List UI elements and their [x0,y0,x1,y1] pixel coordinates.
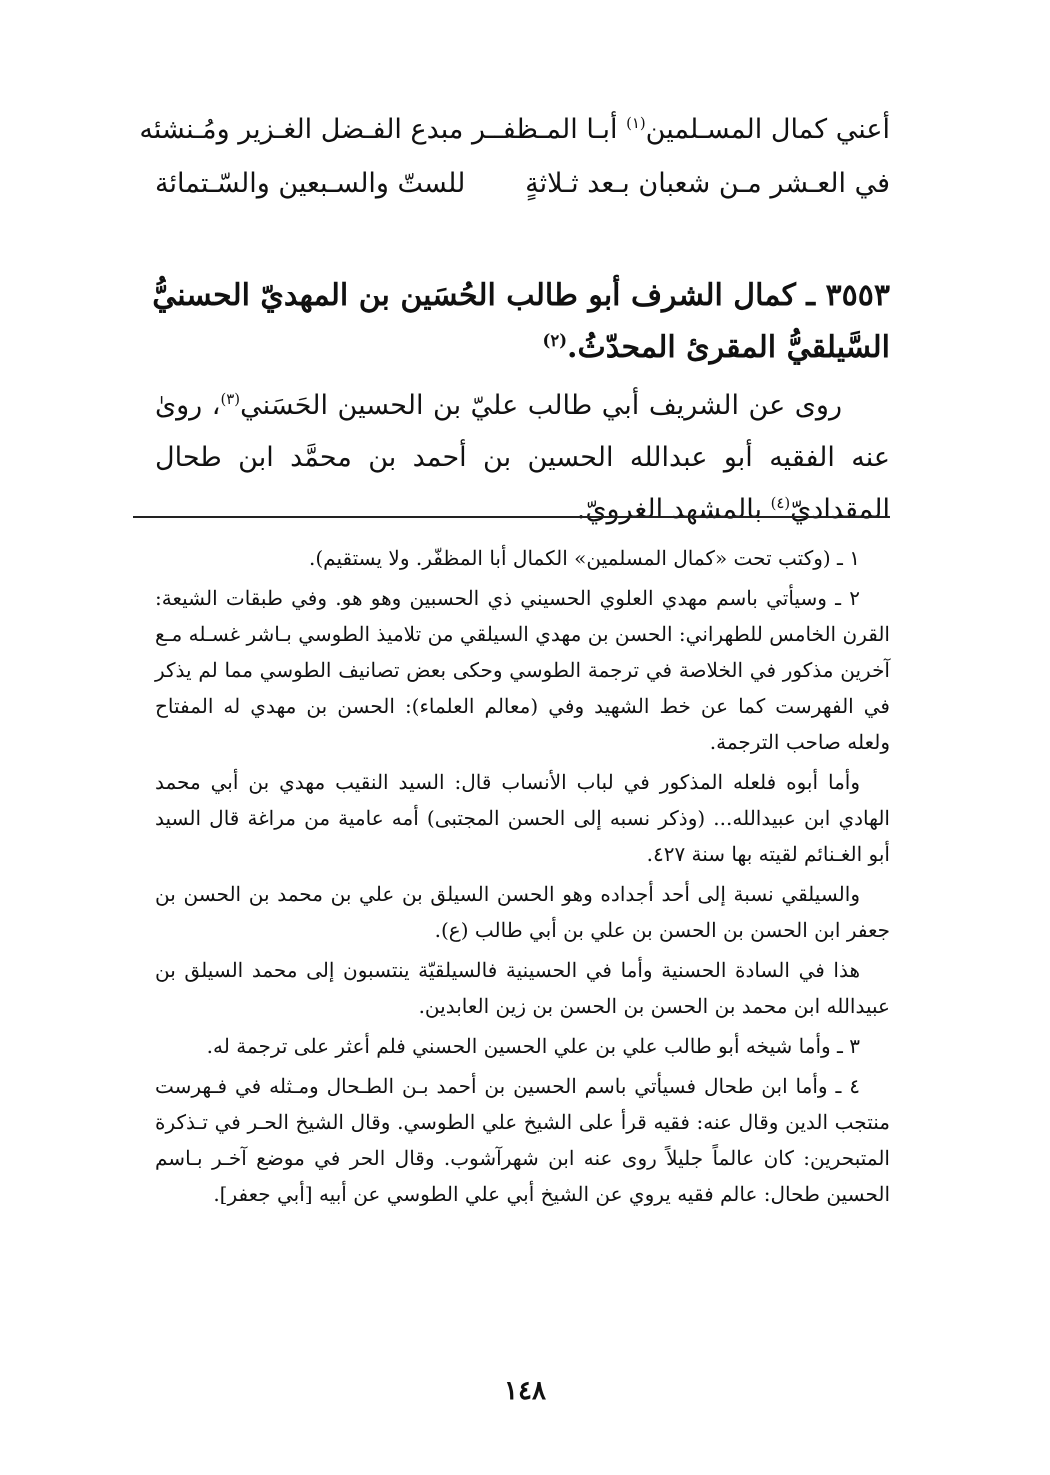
entry-body-text-a: روى عن الشريف أبي طالب عليّ بن الحسين الحَسَني [240,390,842,421]
footnote-3: ٣ ـ وأما شيخه أبو طالب علي بن علي الحسين الحسني فلم أعثر على ترجمة له. [206,1034,860,1058]
verse-1-text-b: أبـا المـظفـ [494,114,627,145]
footnote-marker-4: (٤) [770,494,791,512]
footnote-2-paragraph-2: وأما أبوه فلعله المذكور في لباب الأنساب قال: السيد النقيب مهدي بن أبي محمد الهادي ابن عبيدالله... (وذكر نسبه إلى الحسن المجتبى) أمه عامية من مراغة قال السيد أبو الغـنائم لقيته بها سنة ٤٢٧. [155,770,890,866]
entry-heading-text: ٣٥٥٣ ـ كمال الشرف أبو طالب الحُسَين بن المهديّ الحسنيُّ السَّيلقيُّ المقرئ المحدّثُ. [152,278,890,365]
verse-1-text-a: أعني كمال المسـلمين [645,114,890,145]
entry-body-paragraph [155,380,890,536]
entry-body-text-b: ، روىٰ عنه الفقيه أبو عبدالله الحسين بن أحمد بن محمَّد ابن طحال المقداديّ [155,390,890,525]
poem-verse-1 [139,112,890,148]
footnote-marker-2: (٢) [542,331,568,350]
entry-heading [150,270,890,374]
entry-body [155,380,890,536]
verse-2-second-hemistich: للستّ والسـبعين والسّـتمائة [155,168,466,199]
footnote-2-paragraph-4: هذا في السادة الحسنية وأما في الحسينية فالسيلقيّة ينتسبون إلى محمد السيلق بن عبيدالله ابن محمد بن الحسن بن الحسن بن زين العابدين. [155,958,890,1018]
footnotes [155,540,890,1216]
verse-2-first-hemistich: في العـشر مـن شعبان بـعد ثـلاثةٍ [525,168,890,199]
verse-1-second-hemistich: ـر مبدع الفـضل الغـزير ومُـنشئه [139,114,495,145]
verse-1-first-hemistich [495,112,890,148]
page-number: ١٤٨ [504,1376,546,1406]
entry-body-text-c: بالمشهد الغرويّ. [576,494,771,525]
footnote-marker-3: (٣) [220,390,241,408]
footnote-4: ٤ ـ وأما ابن طحال فسيأتي باسم الحسين بن أحمد بـن الطـحال ومـثله في فـهرست منتجب الدين وقال عنه: فقيه قرأ على الشيخ علي الطوسي. وقال الشيخ الحـر في تـذكرة المتبحرين: كان عالماً جليلاً روى عنه ابن شهرآشوب. وقال الحر في موضع آخـر بـاسم الحسين طحال: عالم فقيه يروي عن الشيخ أبي علي الطوسي عن أبيه [أبي جعفر]. [155,1074,890,1206]
footnote-marker-1: (١) [626,114,646,132]
footnote-2: ٢ ـ وسيأتي باسم مهدي العلوي الحسيني ذي الحسبين وهو هو. وفي طبقات الشيعة: القرن الخامس للطهراني: الحسن بن مهدي السيلقي من تلاميذ الطوسي بـاشر غسـله مـع آخرين مذكور في الخلاصة في ترجمة الطوسي وحكى بعض تصانيف الطوسي مما لم يذكر في الفهرست كما عن خط الشهيد وفي (معالم العلماء): الحسن بن مهدي له المفتاح ولعله صاحب الترجمة. [155,586,890,754]
poem-verse-2 [155,166,890,202]
footnote-2-paragraph-3: والسيلقي نسبة إلى أحد أجداده وهو الحسن السيلق بن علي بن محمد بن الحسن بن جعفر ابن الحسن بن الحسن بن علي بن أبي طالب (ع). [155,882,890,942]
footnote-divider [133,516,890,518]
footnote-1: ١ ـ (وكتب تحت «كمال المسلمين» الكمال أبا المظفّر. ولا يستقيم). [309,546,860,570]
